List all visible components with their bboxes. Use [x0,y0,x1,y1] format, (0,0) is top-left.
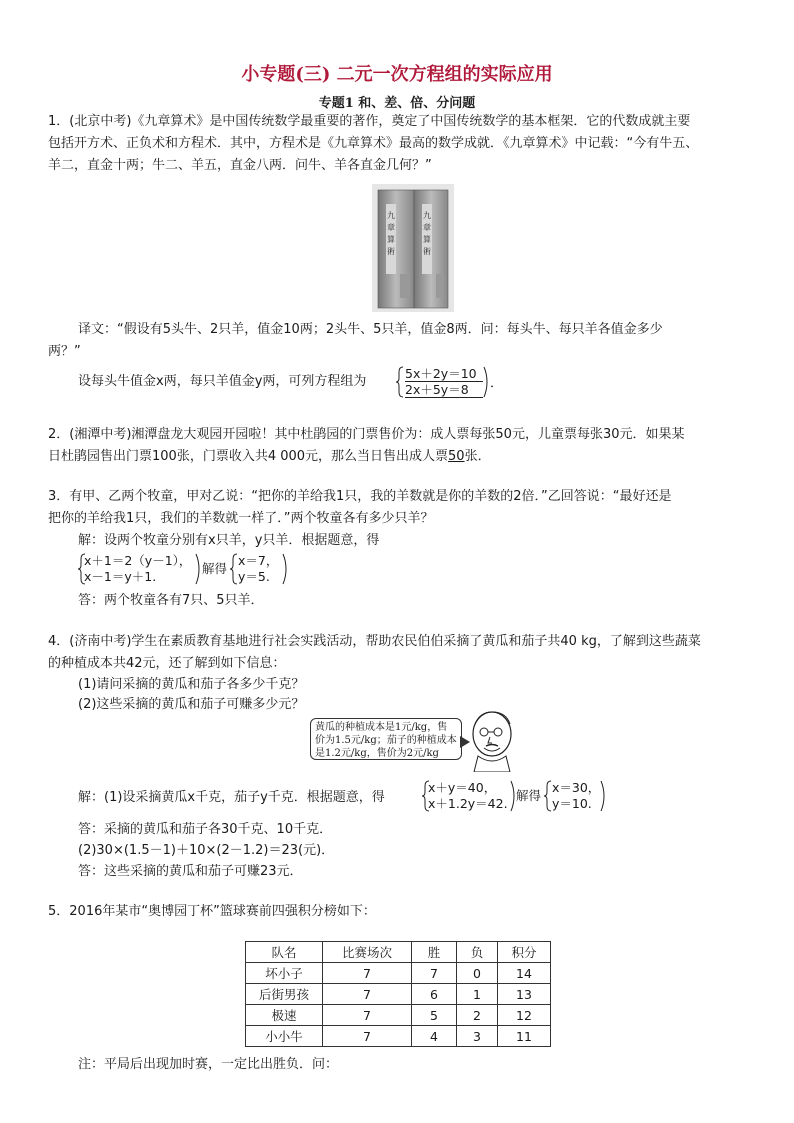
svg-text:術: 術 [423,247,431,256]
svg-text:九: 九 [423,211,431,220]
cell-wins: 6 [412,984,457,1005]
cell-team: 坏小子 [246,963,323,984]
page-title: 小专题(三) 二元一次方程组的实际应用 [241,64,553,85]
q1-line-2: 包括开方术、正负术和方程术．其中，方程术是《九章算术》最高的数学成就．《九章算术》中记载：“今有牛五、 [48,136,699,151]
book-cover-illustration [372,184,454,312]
q3-result-2: y＝5. [238,569,270,584]
q5-note: 注：平局后出现加时赛，一定比出胜负．问： [78,1057,339,1072]
q1-eq-2: 2x＋5y＝8 [405,382,469,397]
left-brace-icon [396,366,404,398]
q4-eq-1: x＋y＝40， [428,780,497,795]
q4-result-2: y＝10. [552,796,592,811]
q3-line-1: 3．有甲、乙两个牧童，甲对乙说：“把你的羊给我1只，我的羊数就是你的羊数的2倍．”乙回答说：“最好还是 [48,489,672,504]
q4-solve-word: 解得 [516,788,542,803]
q4-subquestion-1: (1)请问采摘的黄瓜和茄子各多少千克？ [78,677,305,692]
cell-losses: 2 [457,1005,498,1026]
cell-games: 7 [323,984,412,1005]
q4-line-1: 4．(济南中考)学生在素质教育基地进行社会实践活动，帮助农民伯伯采摘了黄瓜和茄子共40 kg，了解到这些蔬菜 [48,634,701,649]
right-brace-icon [600,780,606,812]
q1-end-period: ． [490,376,504,391]
q3-eq-2: x－1＝y＋1. [84,569,157,584]
q4-line-2: 的种植成本共42元，还了解到如下信息： [48,656,286,671]
cell-team: 后街男孩 [246,984,323,1005]
cell-points: 11 [498,1026,551,1047]
q1-equation-system [396,366,492,398]
cell-games: 7 [323,1005,412,1026]
svg-text:章: 章 [423,223,431,232]
q3-eq-1: x＋1＝2（y－1）， [84,553,192,568]
q4-result-1: x＝30， [552,780,601,795]
cell-wins: 7 [412,963,457,984]
left-brace-icon [544,780,552,812]
q4-subquestion-2: (2)这些采摘的黄瓜和茄子可赚多少元？ [78,697,305,712]
svg-text:算: 算 [423,235,431,244]
q5-intro: 5．2016年某市“奥博园丁杯”篮球赛前四强积分榜如下： [48,904,376,919]
col-header-wins: 胜 [412,942,457,963]
q1-translation-line-2: 两？” [48,344,81,359]
farmer-face-icon [466,710,520,772]
right-brace-icon [195,553,201,585]
section-subtitle: 专题1 和、差、倍、分问题 [318,96,476,111]
q4-answer-1: 答：采摘的黄瓜和茄子各30千克、10千克． [78,822,333,837]
q3-solution-setup: 解：设两个牧童分别有x只羊，y只羊．根据题意，得 [78,533,380,548]
table-row [246,1026,551,1047]
q3-result-1: x＝7， [238,553,279,568]
col-header-team: 队名 [246,942,323,963]
svg-text:算: 算 [387,235,395,244]
q1-setup-text: 设每头牛值金x两，每只羊值金y两，可列方程组为 [78,374,367,389]
speech-bubble: 黄瓜的种植成本是1元/kg，售价为1.5元/kg；茄子的种植成本是1.2元/kg，售价为2元/kg [310,718,462,760]
col-header-games: 比赛场次 [323,942,412,963]
q4-equation-system [422,780,622,812]
cell-games: 7 [323,963,412,984]
q3-line-2: 把你的羊给我1只，我们的羊数就一样了．”两个牧童各有多少只羊？ [48,511,434,526]
left-brace-icon [230,553,238,585]
cell-losses: 0 [457,963,498,984]
cell-points: 13 [498,984,551,1005]
q3-equation-system [78,553,318,585]
svg-text:章: 章 [387,223,395,232]
cell-points: 12 [498,1005,551,1026]
q3-answer: 答：两个牧童各有7只、5只羊． [78,593,264,608]
right-brace-icon [483,366,489,398]
q1-eq-1: 5x＋2y＝10 [405,366,477,381]
q4-answer-2: 答：这些采摘的黄瓜和茄子可赚23元． [78,864,303,879]
cell-losses: 3 [457,1026,498,1047]
cell-wins: 5 [412,1005,457,1026]
table-row [246,963,551,984]
svg-text:九: 九 [387,211,395,220]
col-header-losses: 负 [457,942,498,963]
q4-eq-2: x＋1.2y＝42. [428,796,508,811]
q1-translation-line-1: 译文：“假设有5头牛、2只羊，值金10两；2头牛、5只羊，值金8两．问：每头牛、每只羊各值金多少 [78,322,663,337]
col-header-points: 积分 [498,942,551,963]
q1-eq-bottom-line [405,397,483,398]
q3-solve-word: 解得 [202,561,228,576]
q4-solution-setup: 解：(1)设采摘黄瓜x千克，茄子y千克．根据题意，得 [78,790,385,805]
q2-line-2 [48,449,491,465]
cell-wins: 4 [412,1026,457,1047]
cell-points: 14 [498,963,551,984]
q2-answer: 50 [448,449,465,464]
table-header-row [246,942,551,963]
cell-games: 7 [323,1026,412,1047]
table-row [246,1005,551,1026]
standings-table [245,941,551,1047]
cell-team: 小小牛 [246,1026,323,1047]
svg-text:術: 術 [387,247,395,256]
q1-line-3: 羊二，直金十两；牛二、羊五，直金八两．问牛、羊各直金几何？” [48,158,432,173]
table-row [246,984,551,1005]
cell-team: 极速 [246,1005,323,1026]
q4-calculation: (2)30×(1.5－1)＋10×(2－1.2)＝23(元)． [78,843,335,858]
q2-line-2-post: 张． [464,449,491,464]
q2-line-2-pre: 日杜鹃园售出门票100张，门票收入共4 000元，那么当日售出成人票 [48,449,449,464]
q1-line-1: 1．(北京中考)《九章算术》是中国传统数学最重要的著作，奠定了中国传统数学的基本框架．它的代数成就主要 [48,114,691,129]
q2-line-1: 2．(湘潭中考)湘潭盘龙大观园开园啦！其中杜鹃园的门票售价为：成人票每张50元，儿童票每张30元．如果某 [48,427,685,442]
cell-losses: 1 [457,984,498,1005]
right-brace-icon [282,553,288,585]
